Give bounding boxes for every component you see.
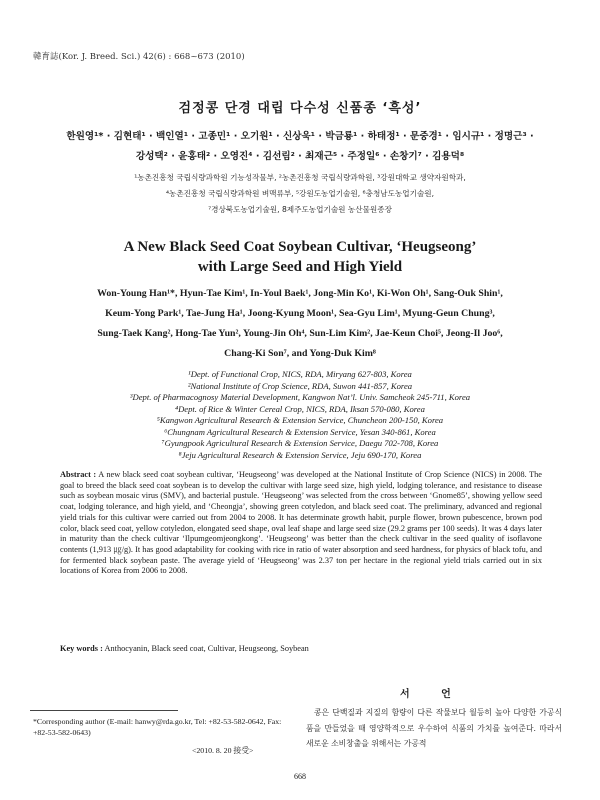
affiliation-5: ⁵Kangwon Agricultural Research & Extension Service, Chuncheon 200-150, Korea: [156, 415, 444, 425]
korean-authors-line-1: 한원영¹* · 김현태¹ · 백인열¹ · 고종민¹ · 오기원¹ · 신상욱¹ · 박금룡¹ · 하태정¹ · 문중경¹ · 임시규¹ · 정명근³ ·: [66, 131, 534, 142]
korean-affiliation-line-3: ⁷경상북도농업기술원, 8제주도농업기술원 농산물원종장: [208, 205, 392, 214]
page-number: 668: [294, 772, 306, 781]
affiliation-7: ⁷Gyungpook Agricultural Research & Extension Service, Daegu 702-708, Korea: [161, 438, 439, 448]
received-date: <2010. 8. 20 接受>: [192, 746, 254, 755]
journal-citation: 韓育誌(Kor. J. Breed. Sci.) 42(6) : 668~673 (2010): [33, 52, 245, 62]
affiliation-6: ⁶Chungnam Agricultural Research & Extension Service, Yesan 340-861, Korea: [164, 426, 436, 437]
english-title-line-2: with Large Seed and High Yield: [197, 259, 403, 275]
abstract-label: Abstract :: [60, 470, 97, 479]
keywords-text: Anthocyanin, Black seed coat, Cultivar, Heugseong, Soybean: [104, 644, 309, 653]
english-authors-line-1: Won-Young Han¹*, Hyun-Tae Kim¹, In-Youl Baek¹, Jong-Min Ko¹, Ki-Won Oh¹, Sang-Ouk Shin¹,: [97, 288, 503, 299]
english-authors-line-4: Chang-Ki Son⁷, and Yong-Duk Kim⁸: [224, 348, 376, 359]
korean-authors-line-2: 강성택² · 윤홍태² · 오영진⁴ · 김선림² · 최재근⁵ · 주정일⁶ · 손창기⁷ · 김용덕⁸: [135, 151, 465, 162]
keywords-label: Key words :: [60, 644, 103, 653]
korean-affiliation-line-2: ⁴농촌진흥청 국립식량과학원 벼맥류부, ⁵강원도농업기술원, ⁶충청남도농업기술원,: [165, 189, 435, 198]
affiliation-1: ¹Dept. of Functional Crop, NICS, RDA, Miryang 627-803, Korea: [188, 369, 412, 379]
keywords: [60, 644, 542, 653]
affiliation-3: ³Dept. of Pharmacognosy Material Development, Kangwon Nat’l. Univ. Samcheok 245-711, Korea: [129, 392, 471, 402]
abstract: [60, 470, 542, 577]
korean-title: 검정콩 단경 대립 다수성 신품종 ‘흑성’: [178, 101, 422, 116]
affiliation-2: ²National Institute of Crop Science, RDA, Suwon 441-857, Korea: [187, 380, 413, 391]
introduction-text: 콩은 단백질과 지질의 함량이 다른 작물보다 월등히 높아 다양한 가공식품을 만들었을 때 영양학적으로 우수하여 식품의 가치를 높여준다. 따라서 새로운 소비창출을 위해서는 가공적: [306, 708, 562, 748]
english-title-line-1: A New Black Seed Coat Soybean Cultivar, ‘Heugseong’: [123, 239, 477, 255]
abstract-text: A new black seed coat soybean cultivar, ‘Heugseong’ was developed at the National Institute of Crop Science (NICS) in 2008. The goal to breed the black seed coat soybean is to develop the cultivar with large seed size, high yield, lodging tolerance, and resistance to disease such as soybean mosaic virus (SMV), and bacterial pustule. ‘Heugseong’ was selected from the cross between ‘Gnome85’, showing yellow seed coat, lodging tolerance, and high yield, and ‘Cheongja’, showing green cotyledon, and black seed coat. The preliminary, advanced and regional yield trials for this cultivar were carried out from 2004 to 2008. It has determinate growth habit, purple flower, brown pubescence, brown pod color, black seed coat, yellow cotyledon, elongated seed shape, oval leaf shape and large seed size (29.2 grams per 100 seeds). It was 4 days later in maturity than the check cultivar ‘Ilpumgeomjeongkong’. ‘Heugseong’ was better than the check cultivar in the seed quality of isoflavone contents (1,913 ㎍/g). It has good adaptability for cooking with rice in ratio of water absorption and seed hardness, for physics of black tofu, and for fermented black soybean paste. The average yield of ‘Heugseong’ was 2.37 ton per hectare in the regional yield trials carried out in six locations of Korea from 2006 to 2008.: [60, 470, 542, 576]
footnote-divider: [30, 710, 178, 711]
affiliation-4: ⁴Dept. of Rice & Winter Cereal Crop, NICS, RDA, Iksan 570-080, Korea: [175, 403, 425, 414]
korean-affiliation-line-1: ¹농촌진흥청 국립식량과학원 기능성작물부, ²농촌진흥청 국립식량과학원, ³강원대학교 생약자원학과,: [134, 173, 466, 182]
english-authors-line-2: Keum-Yong Park¹, Tae-Jung Ha¹, Joong-Kyung Moon¹, Sea-Gyu Lim¹, Myung-Geun Chung³,: [105, 308, 495, 319]
english-affiliations: [40, 352, 560, 461]
section-heading-introduction: 서 언: [400, 689, 465, 700]
affiliation-8: ⁸Jeju Agricultural Research & Extension Service, Jeju 690-170, Korea: [178, 449, 422, 460]
english-authors-line-3: Sung-Taek Kang², Hong-Tae Yun², Young-Jin Oh⁴, Sun-Lim Kim², Jae-Keun Choi⁵, Jeong-Il Joo⁶,: [97, 328, 503, 339]
corresponding-author-note: *Corresponding author (E-mail: hanwy@rda.go.kr, Tel: +82-53-582-0642, Fax: +82-53-582-0643): [33, 717, 282, 737]
